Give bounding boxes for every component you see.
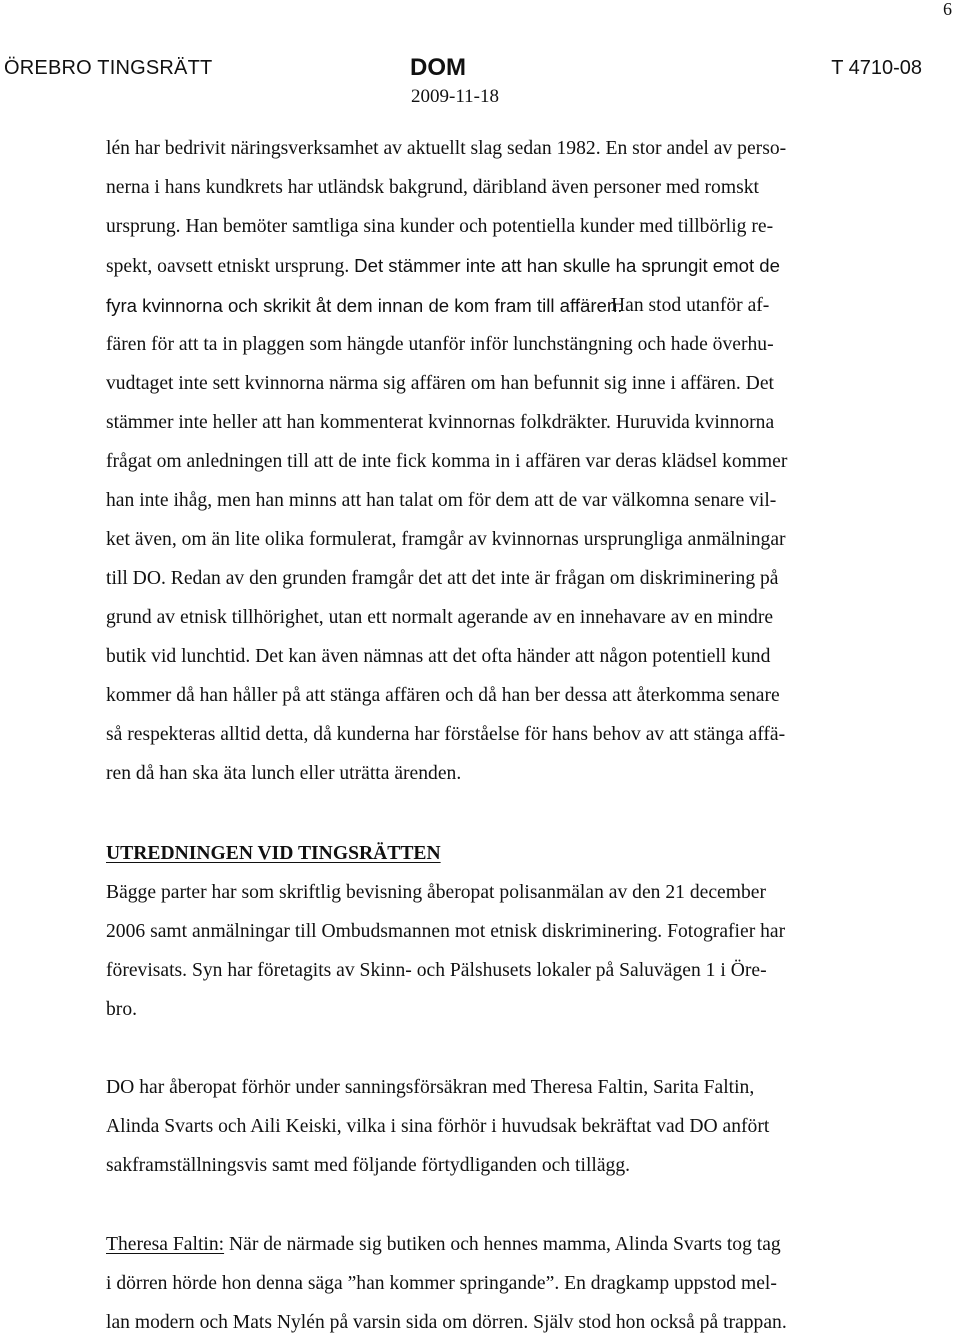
text-fragment: När de närmade sig butiken och hennes mamma, Alinda Svarts tog tag <box>224 1234 781 1255</box>
text-line: Bägge parter har som skriftlig bevisning åberopat polisanmälan av den 21 december <box>106 882 766 903</box>
page-number: 6 <box>943 0 952 19</box>
text-line: butik vid lunchtid. Det kan även nämnas att det ofta händer att någon potentiell kund <box>106 646 771 667</box>
speaker-name: Theresa Faltin: <box>106 1234 225 1255</box>
text-line: 2006 samt anmälningar till Ombudsmannen mot etnisk diskriminering. Fotografier har <box>106 921 786 942</box>
court-name: ÖREBRO TINGSRÄTT <box>4 57 213 79</box>
text-line: så respekteras alltid detta, då kunderna har förståelse för hans behov av att stänga affä- <box>106 724 786 745</box>
text-line: sakframställningsvis samt med följande förtydliganden och tillägg. <box>106 1155 631 1176</box>
text-line: grund av etnisk tillhörighet, utan ett normalt agerande av en innehavare av en mindre <box>106 607 774 628</box>
text-fragment: spekt, oavsett etniskt ursprung. <box>106 256 350 277</box>
document-date: 2009-11-18 <box>411 86 499 107</box>
text-line: lén har bedrivit näringsverksamhet av aktuellt slag sedan 1982. En stor andel av perso- <box>106 138 787 159</box>
case-number: T 4710-08 <box>831 57 922 79</box>
text-line: ren då han ska äta lunch eller uträtta ärenden. <box>106 763 462 784</box>
text-fragment: Han stod utanför af- <box>611 295 770 316</box>
text-line <box>106 1225 896 1264</box>
text-line: Alinda Svarts och Aili Keiski, vilka i sina förhör i huvudsak bekräftat vad DO anfört <box>106 1116 770 1137</box>
text-line: kommer då han håller på att stänga affären och då han ber dessa att återkomma senare <box>106 685 780 706</box>
text-line: han inte ihåg, men han minns att han talat om för dem att de var välkomna senare vil- <box>106 490 777 511</box>
text-line: bro. <box>106 999 138 1020</box>
text-line: fyra kvinnorna och skrikit åt dem innan de kom fram till affären. <box>106 295 623 316</box>
section-heading: UTREDNINGEN VID TINGSRÄTTEN <box>106 843 441 864</box>
page-header <box>0 54 960 112</box>
paragraph-defendant-statement <box>106 129 896 793</box>
text-line <box>106 246 896 286</box>
text-line: frågat om anledningen till att de inte fick komma in i affären var deras klädsel kommer <box>106 451 788 472</box>
text-line: stämmer inte heller att han kommenterat kvinnornas folkdräkter. Huruvida kvinnorna <box>106 412 775 433</box>
paragraph-hearings <box>106 1068 896 1185</box>
text-line: DO har åberopat förhör under sanningsförsäkran med Theresa Faltin, Sarita Faltin, <box>106 1077 755 1098</box>
paragraph-testimony <box>106 1225 896 1342</box>
text-line: nerna i hans kundkrets har utländsk bakgrund, däribland även personer med romskt <box>106 177 759 198</box>
text-fragment: Det stämmer inte att han skulle ha sprungit emot de <box>354 255 780 276</box>
text-line: lan modern och Mats Nylén på varsin sida om dörren. Själv stod hon också på trappan. <box>106 1312 787 1333</box>
text-line: i dörren hörde hon denna säga ”han kommer springande”. En dragkamp uppstod mel- <box>106 1273 777 1294</box>
paragraph-evidence <box>106 873 896 1029</box>
document-type: DOM <box>410 54 466 81</box>
text-line: till DO. Redan av den grunden framgår det att det inte är frågan om diskriminering på <box>106 568 779 589</box>
text-line: ursprung. Han bemöter samtliga sina kunder och potentiella kunder med tillbörlig re- <box>106 216 774 237</box>
text-line: vudtaget inte sett kvinnorna närma sig affären om han befunnit sig inne i affären. Det <box>106 373 774 394</box>
text-line: fären för att ta in plaggen som hängde utanför inför lunchstängning och hade överhu- <box>106 334 774 355</box>
text-line: förevisats. Syn har företagits av Skinn- och Pälshusets lokaler på Saluvägen 1 i Öre- <box>106 960 767 981</box>
text-line: ket även, om än lite olika formulerat, framgår av kvinnornas ursprungliga anmälningar <box>106 529 786 550</box>
